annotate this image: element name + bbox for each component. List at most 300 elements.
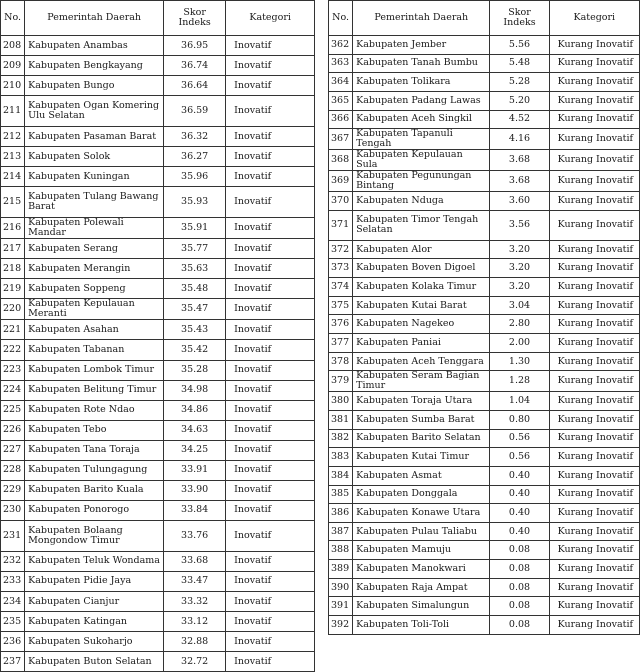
region-name: Kabupaten Cianjur	[25, 591, 164, 611]
header-region: Pemerintah Daerah	[25, 1, 164, 36]
region-name: Kabupaten Kepulauan Sula	[353, 150, 490, 171]
index-score: 0.40	[490, 485, 549, 504]
region-name: Kabupaten Teluk Wondama	[25, 551, 164, 571]
region-name: Kabupaten Bungo	[25, 76, 164, 96]
row-number: 222	[1, 340, 25, 360]
category-label: Kurang Inovatif	[549, 73, 639, 92]
category-label: Inovatif	[226, 480, 315, 500]
category-label: Kurang Inovatif	[549, 597, 639, 616]
category-label: Inovatif	[226, 56, 315, 76]
region-name: Kabupaten Merangin	[25, 259, 164, 279]
row-number: 363	[329, 54, 353, 73]
category-label: Inovatif	[226, 591, 315, 611]
table-row	[329, 522, 640, 541]
index-score: 0.08	[490, 616, 549, 635]
category-label: Kurang Inovatif	[549, 334, 639, 353]
category-label: Kurang Inovatif	[549, 352, 639, 371]
region-name: Kabupaten Sumba Barat	[353, 410, 490, 429]
ranking-table-left	[0, 0, 315, 672]
index-score: 4.16	[490, 129, 549, 150]
index-score: 5.56	[490, 36, 549, 55]
row-number: 378	[329, 352, 353, 371]
category-label: Kurang Inovatif	[549, 278, 639, 297]
category-label: Inovatif	[226, 147, 315, 167]
table-row	[329, 210, 640, 240]
region-name: Kabupaten Pulau Taliabu	[353, 522, 490, 541]
row-number: 388	[329, 541, 353, 560]
category-label: Inovatif	[226, 96, 315, 127]
index-score: 36.27	[164, 147, 226, 167]
region-name: Kabupaten Pasaman Barat	[25, 127, 164, 147]
header-category: Kategori	[549, 1, 639, 36]
ranking-table-right	[328, 0, 640, 635]
index-score: 5.28	[490, 73, 549, 92]
row-number: 362	[329, 36, 353, 55]
index-score: 3.20	[490, 278, 549, 297]
region-name: Kabupaten Kutai Barat	[353, 296, 490, 315]
table-row	[1, 612, 315, 632]
row-number: 389	[329, 560, 353, 579]
row-number: 212	[1, 127, 25, 147]
category-label: Kurang Inovatif	[549, 371, 639, 392]
row-number: 384	[329, 466, 353, 485]
row-number: 236	[1, 632, 25, 652]
region-name: Kabupaten Tabanan	[25, 340, 164, 360]
region-name: Kabupaten Jember	[353, 36, 490, 55]
table-row	[1, 96, 315, 127]
table-row	[1, 400, 315, 420]
index-score: 32.72	[164, 652, 226, 672]
table-row	[1, 460, 315, 480]
region-name: Kabupaten Kolaka Timur	[353, 278, 490, 297]
index-score: 0.08	[490, 560, 549, 579]
table-row	[329, 296, 640, 315]
row-number: 219	[1, 279, 25, 299]
category-label: Inovatif	[226, 420, 315, 440]
row-number: 231	[1, 520, 25, 551]
table-row	[329, 466, 640, 485]
category-label: Inovatif	[226, 167, 315, 187]
index-score: 2.80	[490, 315, 549, 334]
header-row	[1, 1, 315, 36]
category-label: Inovatif	[226, 460, 315, 480]
index-score: 0.40	[490, 466, 549, 485]
index-score: 0.56	[490, 448, 549, 467]
index-score: 1.04	[490, 392, 549, 411]
table-row	[1, 500, 315, 520]
region-name: Kabupaten Kepulauan Meranti	[25, 299, 164, 320]
table-row	[329, 171, 640, 192]
category-label: Inovatif	[226, 520, 315, 551]
row-number: 371	[329, 210, 353, 240]
region-name: Kabupaten Toraja Utara	[353, 392, 490, 411]
index-score: 2.00	[490, 334, 549, 353]
table-row	[1, 239, 315, 259]
region-name: Kabupaten Boven Digoel	[353, 259, 490, 278]
index-score: 5.20	[490, 91, 549, 110]
category-label: Kurang Inovatif	[549, 129, 639, 150]
region-name: Kabupaten Nagekeo	[353, 315, 490, 334]
table-row	[329, 129, 640, 150]
index-score: 0.40	[490, 522, 549, 541]
table-row	[329, 192, 640, 211]
row-number: 220	[1, 299, 25, 320]
index-score: 0.40	[490, 504, 549, 523]
region-name: Kabupaten Sukoharjo	[25, 632, 164, 652]
region-name: Kabupaten Kutai Timur	[353, 448, 490, 467]
table-row	[1, 551, 315, 571]
row-number: 209	[1, 56, 25, 76]
region-name: Kabupaten Lombok Timur	[25, 360, 164, 380]
row-number: 215	[1, 187, 25, 218]
region-name: Kabupaten Soppeng	[25, 279, 164, 299]
row-number: 387	[329, 522, 353, 541]
table-row	[329, 504, 640, 523]
category-label: Kurang Inovatif	[549, 54, 639, 73]
table-row	[1, 299, 315, 320]
region-name: Kabupaten Padang Lawas	[353, 91, 490, 110]
table-row	[1, 76, 315, 96]
row-number: 383	[329, 448, 353, 467]
row-number: 230	[1, 500, 25, 520]
table-row	[1, 259, 315, 279]
region-name: Kabupaten Pidie Jaya	[25, 571, 164, 591]
row-number: 235	[1, 612, 25, 632]
row-number: 379	[329, 371, 353, 392]
row-number: 223	[1, 360, 25, 380]
index-score: 0.80	[490, 410, 549, 429]
region-name: Kabupaten Kuningan	[25, 167, 164, 187]
category-label: Kurang Inovatif	[549, 296, 639, 315]
table-row	[329, 352, 640, 371]
row-number: 380	[329, 392, 353, 411]
table-row	[1, 440, 315, 460]
row-number: 233	[1, 571, 25, 591]
region-name: Kabupaten Asmat	[353, 466, 490, 485]
region-name: Kabupaten Tebo	[25, 420, 164, 440]
row-number: 211	[1, 96, 25, 127]
header-category: Kategori	[226, 1, 315, 36]
table-row	[329, 560, 640, 579]
category-label: Inovatif	[226, 187, 315, 218]
row-number: 366	[329, 110, 353, 129]
region-name: Kabupaten Tapanuli Tengah	[353, 129, 490, 150]
index-score: 3.04	[490, 296, 549, 315]
category-label: Inovatif	[226, 76, 315, 96]
region-name: Kabupaten Tulungagung	[25, 460, 164, 480]
region-name: Kabupaten Serang	[25, 239, 164, 259]
category-label: Kurang Inovatif	[549, 448, 639, 467]
row-number: 228	[1, 460, 25, 480]
table-row	[329, 429, 640, 448]
row-number: 369	[329, 171, 353, 192]
row-number: 225	[1, 400, 25, 420]
row-number: 216	[1, 218, 25, 239]
category-label: Kurang Inovatif	[549, 110, 639, 129]
category-label: Inovatif	[226, 127, 315, 147]
header-no: No.	[1, 1, 25, 36]
index-score: 35.42	[164, 340, 226, 360]
table-body-right	[329, 36, 640, 635]
index-score: 34.86	[164, 400, 226, 420]
table-row	[329, 448, 640, 467]
row-number: 365	[329, 91, 353, 110]
index-score: 34.98	[164, 380, 226, 400]
table-row	[329, 278, 640, 297]
index-score: 35.93	[164, 187, 226, 218]
index-score: 35.28	[164, 360, 226, 380]
table-row	[329, 259, 640, 278]
row-number: 385	[329, 485, 353, 504]
category-label: Kurang Inovatif	[549, 91, 639, 110]
category-label: Inovatif	[226, 279, 315, 299]
row-number: 392	[329, 616, 353, 635]
index-score: 33.32	[164, 591, 226, 611]
region-name: Kabupaten Katingan	[25, 612, 164, 632]
table-row	[329, 485, 640, 504]
category-label: Kurang Inovatif	[549, 485, 639, 504]
row-number: 208	[1, 36, 25, 56]
category-label: Kurang Inovatif	[549, 466, 639, 485]
table-row	[329, 597, 640, 616]
table-row	[329, 616, 640, 635]
row-number: 226	[1, 420, 25, 440]
table-row	[1, 218, 315, 239]
index-score: 35.77	[164, 239, 226, 259]
index-score: 35.96	[164, 167, 226, 187]
index-score: 3.60	[490, 192, 549, 211]
category-label: Kurang Inovatif	[549, 392, 639, 411]
region-name: Kabupaten Solok	[25, 147, 164, 167]
table-row	[1, 340, 315, 360]
row-number: 374	[329, 278, 353, 297]
table-row	[1, 187, 315, 218]
row-number: 368	[329, 150, 353, 171]
category-label: Kurang Inovatif	[549, 410, 639, 429]
table-row	[329, 410, 640, 429]
region-name: Kabupaten Konawe Utara	[353, 504, 490, 523]
table-row	[1, 652, 315, 672]
table-row	[1, 127, 315, 147]
category-label: Kurang Inovatif	[549, 150, 639, 171]
row-number: 382	[329, 429, 353, 448]
region-name: Kabupaten Tana Toraja	[25, 440, 164, 460]
index-score: 3.20	[490, 259, 549, 278]
region-name: Kabupaten Seram Bagian Timur	[353, 371, 490, 392]
category-label: Inovatif	[226, 400, 315, 420]
table-row	[329, 73, 640, 92]
region-name: Kabupaten Bolaang Mongondow Timur	[25, 520, 164, 551]
category-label: Inovatif	[226, 36, 315, 56]
row-number: 224	[1, 380, 25, 400]
region-name: Kabupaten Tolikara	[353, 73, 490, 92]
category-label: Kurang Inovatif	[549, 522, 639, 541]
region-name: Kabupaten Rote Ndao	[25, 400, 164, 420]
category-label: Kurang Inovatif	[549, 36, 639, 55]
index-score: 33.90	[164, 480, 226, 500]
region-name: Kabupaten Alor	[353, 240, 490, 259]
row-number: 370	[329, 192, 353, 211]
row-number: 232	[1, 551, 25, 571]
category-label: Inovatif	[226, 571, 315, 591]
index-score: 33.12	[164, 612, 226, 632]
table-row	[1, 380, 315, 400]
index-score: 0.56	[490, 429, 549, 448]
index-score: 1.28	[490, 371, 549, 392]
index-score: 36.74	[164, 56, 226, 76]
row-number: 391	[329, 597, 353, 616]
row-number: 229	[1, 480, 25, 500]
index-score: 36.95	[164, 36, 226, 56]
table-row	[329, 371, 640, 392]
row-number: 375	[329, 296, 353, 315]
category-label: Kurang Inovatif	[549, 578, 639, 597]
category-label: Kurang Inovatif	[549, 504, 639, 523]
row-number: 218	[1, 259, 25, 279]
region-name: Kabupaten Tulang Bawang Barat	[25, 187, 164, 218]
index-score: 0.08	[490, 597, 549, 616]
category-label: Inovatif	[226, 440, 315, 460]
header-score: Skor Indeks	[164, 1, 226, 36]
region-name: Kabupaten Ponorogo	[25, 500, 164, 520]
table-row	[1, 520, 315, 551]
left-ranking-table	[0, 0, 315, 672]
row-number: 210	[1, 76, 25, 96]
region-name: Kabupaten Nduga	[353, 192, 490, 211]
row-number: 367	[329, 129, 353, 150]
category-label: Kurang Inovatif	[549, 560, 639, 579]
header-row	[329, 1, 640, 36]
index-score: 3.68	[490, 150, 549, 171]
index-score: 33.47	[164, 571, 226, 591]
table-row	[1, 360, 315, 380]
table-row	[329, 110, 640, 129]
row-number: 386	[329, 504, 353, 523]
category-label: Inovatif	[226, 320, 315, 340]
region-name: Kabupaten Barito Selatan	[353, 429, 490, 448]
region-name: Kabupaten Donggala	[353, 485, 490, 504]
row-number: 217	[1, 239, 25, 259]
table-row	[1, 279, 315, 299]
index-score: 36.64	[164, 76, 226, 96]
region-name: Kabupaten Toli-Toli	[353, 616, 490, 635]
row-number: 372	[329, 240, 353, 259]
category-label: Inovatif	[226, 612, 315, 632]
index-score: 35.43	[164, 320, 226, 340]
category-label: Inovatif	[226, 259, 315, 279]
region-name: Kabupaten Timor Tengah Selatan	[353, 210, 490, 240]
row-number: 377	[329, 334, 353, 353]
row-number: 381	[329, 410, 353, 429]
table-row	[329, 240, 640, 259]
category-label: Kurang Inovatif	[549, 315, 639, 334]
index-score: 35.47	[164, 299, 226, 320]
region-name: Kabupaten Belitung Timur	[25, 380, 164, 400]
index-score: 0.08	[490, 541, 549, 560]
row-number: 214	[1, 167, 25, 187]
region-name: Kabupaten Manokwari	[353, 560, 490, 579]
category-label: Kurang Inovatif	[549, 192, 639, 211]
index-score: 36.59	[164, 96, 226, 127]
table-row	[329, 334, 640, 353]
index-score: 34.25	[164, 440, 226, 460]
index-score: 4.52	[490, 110, 549, 129]
table-row	[329, 36, 640, 55]
region-name: Kabupaten Buton Selatan	[25, 652, 164, 672]
table-row	[329, 91, 640, 110]
region-name: Kabupaten Pegunungan Bintang	[353, 171, 490, 192]
category-label: Inovatif	[226, 632, 315, 652]
table-row	[329, 315, 640, 334]
table-row	[1, 591, 315, 611]
category-label: Kurang Inovatif	[549, 429, 639, 448]
region-name: Kabupaten Anambas	[25, 36, 164, 56]
table-row	[329, 54, 640, 73]
index-score: 34.63	[164, 420, 226, 440]
region-name: Kabupaten Bengkayang	[25, 56, 164, 76]
category-label: Kurang Inovatif	[549, 240, 639, 259]
index-score: 1.30	[490, 352, 549, 371]
header-region: Pemerintah Daerah	[353, 1, 490, 36]
table-row	[1, 167, 315, 187]
region-name: Kabupaten Paniai	[353, 334, 490, 353]
row-number: 234	[1, 591, 25, 611]
index-score: 35.48	[164, 279, 226, 299]
index-score: 5.48	[490, 54, 549, 73]
row-number: 227	[1, 440, 25, 460]
index-score: 36.32	[164, 127, 226, 147]
table-row	[1, 56, 315, 76]
index-score: 33.84	[164, 500, 226, 520]
table-row	[1, 480, 315, 500]
table-row	[329, 541, 640, 560]
category-label: Inovatif	[226, 500, 315, 520]
row-number: 373	[329, 259, 353, 278]
table-row	[1, 36, 315, 56]
table-row	[1, 320, 315, 340]
row-number: 376	[329, 315, 353, 334]
region-name: Kabupaten Mamuju	[353, 541, 490, 560]
category-label: Inovatif	[226, 299, 315, 320]
index-score: 0.08	[490, 578, 549, 597]
region-name: Kabupaten Aceh Singkil	[353, 110, 490, 129]
row-number: 213	[1, 147, 25, 167]
index-score: 32.88	[164, 632, 226, 652]
table-row	[329, 392, 640, 411]
header-no: No.	[329, 1, 353, 36]
table-row	[329, 150, 640, 171]
region-name: Kabupaten Polewali Mandar	[25, 218, 164, 239]
category-label: Kurang Inovatif	[549, 541, 639, 560]
category-label: Inovatif	[226, 380, 315, 400]
table-row	[1, 632, 315, 652]
table-row	[329, 578, 640, 597]
row-number: 221	[1, 320, 25, 340]
index-score: 33.91	[164, 460, 226, 480]
region-name: Kabupaten Raja Ampat	[353, 578, 490, 597]
category-label: Inovatif	[226, 239, 315, 259]
row-number: 390	[329, 578, 353, 597]
row-number: 237	[1, 652, 25, 672]
category-label: Kurang Inovatif	[549, 171, 639, 192]
region-name: Kabupaten Tanah Bumbu	[353, 54, 490, 73]
region-name: Kabupaten Asahan	[25, 320, 164, 340]
index-score: 33.68	[164, 551, 226, 571]
category-label: Inovatif	[226, 652, 315, 672]
index-score: 35.91	[164, 218, 226, 239]
index-score: 3.68	[490, 171, 549, 192]
region-name: Kabupaten Aceh Tenggara	[353, 352, 490, 371]
